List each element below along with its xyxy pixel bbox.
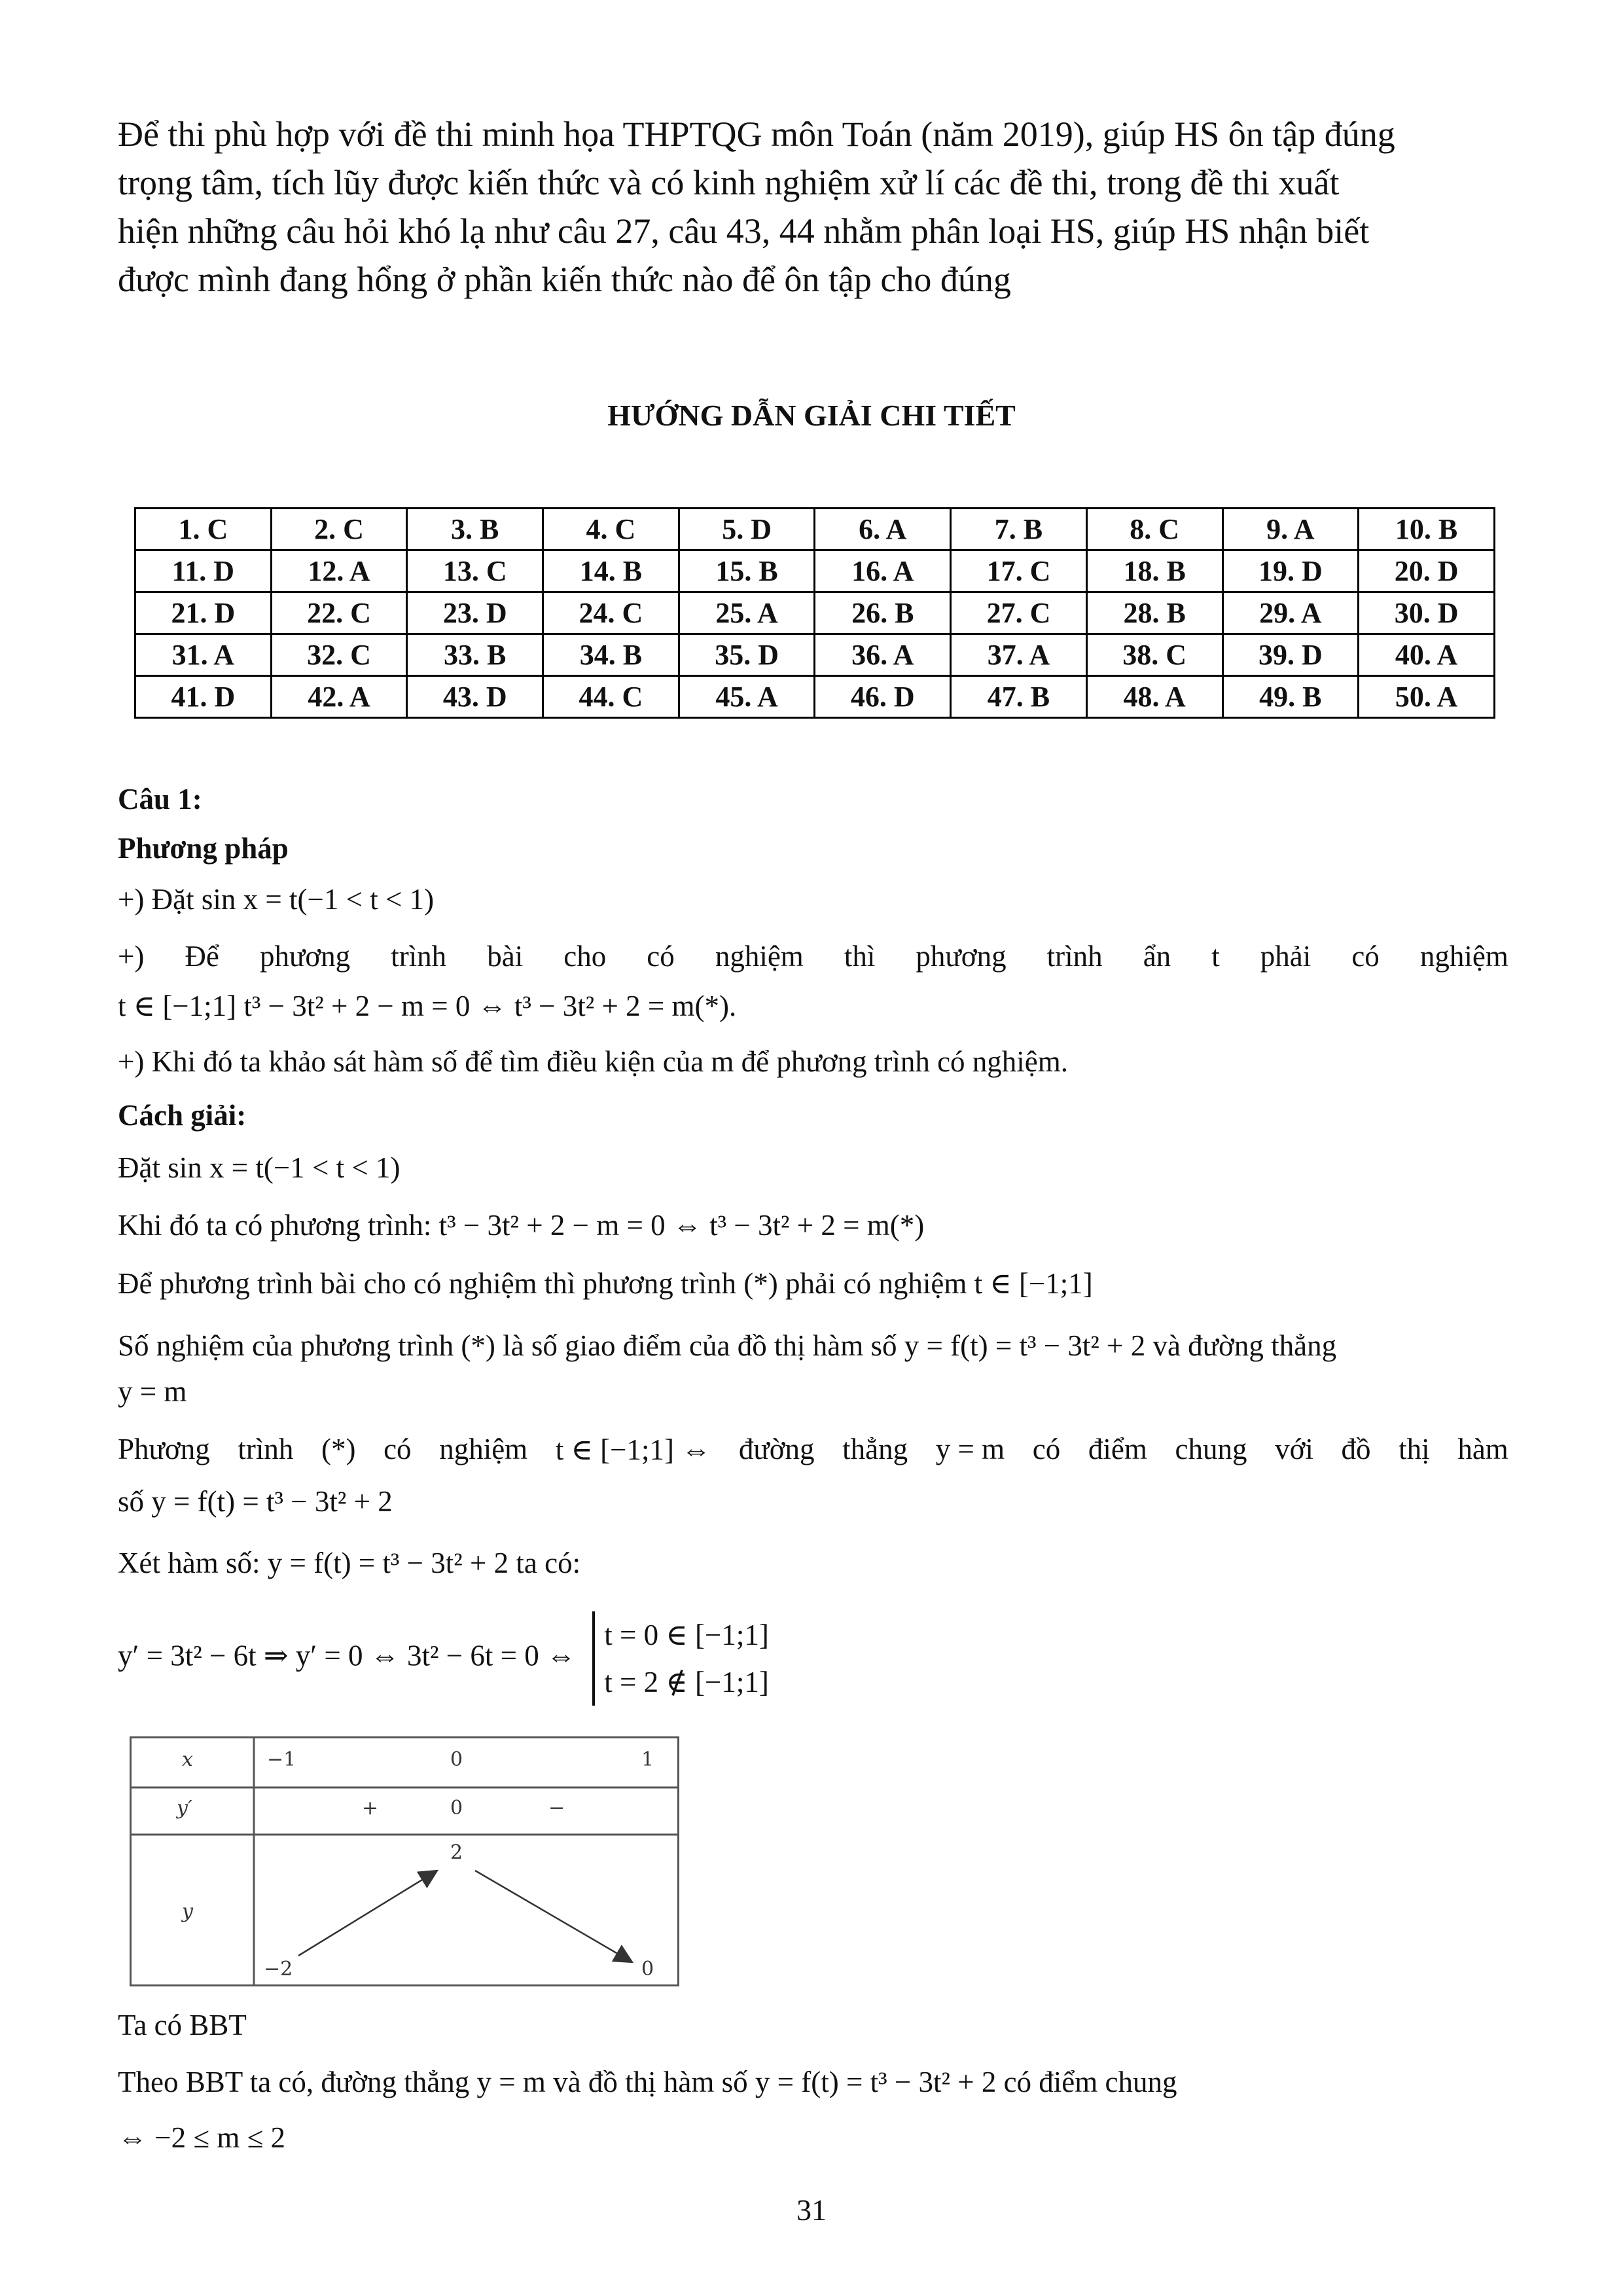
bbt-yprime-label: y′ [177,1797,192,1820]
word: (*) [321,1433,356,1465]
method-line-2 [118,939,1508,973]
case-2: t = 2 ∉ [−1;1] [604,1666,769,1698]
answer-row [135,592,1495,634]
answer-cell: 2. C [271,509,407,550]
method-title: Phương pháp [118,832,289,865]
answer-cell: 33. B [407,634,543,676]
bbt-yprime-sign: − [548,1797,565,1820]
word: ẩn [1143,940,1171,973]
solution-line-4b: y = m [118,1375,187,1408]
answer-cell: 8. C [1086,509,1222,550]
answer-key-table [134,507,1495,719]
word: t [1211,940,1220,973]
answer-cell: 23. D [407,592,543,634]
solution-line-9: Theo BBT ta có, đường thẳng y = m và đồ thị hàm số y = f(t) = t³ − 3t² + 2 có điểm chung [118,2066,1177,2098]
word: nghiệm [715,940,804,973]
answer-cell: 31. A [135,634,272,676]
case-1: t = 0 ∈ [−1;1] [604,1619,769,1651]
bbt-x-label: x [182,1748,193,1771]
solution-title: Cách giải: [118,1099,247,1132]
intro-line: được mình đang hổng ở phần kiến thức nào để ôn tập cho đúng [118,260,1011,299]
answer-cell: 32. C [271,634,407,676]
answer-cell: 46. D [815,676,951,718]
word: phương [259,940,351,973]
solution-line-1: Đặt sin x = t(−1 < t < 1) [118,1151,401,1184]
answer-cell: 11. D [135,550,272,592]
solution-line-6: Xét hàm số: y = f(t) = t³ − 3t² + 2 ta có: [118,1547,581,1579]
answer-cell: 15. B [679,550,815,592]
word: t ∈ [−1;1] ⇔ [555,1433,711,1466]
answer-cell: 41. D [135,676,272,718]
variation-table-lines [130,1736,679,1986]
answer-cell: 44. C [543,676,679,718]
answer-cell: 37. A [951,634,1087,676]
bbt-yprime-sign: + [362,1797,379,1820]
answer-cell: 4. C [543,509,679,550]
word: trình [391,940,447,973]
answer-cell: 19. D [1222,550,1359,592]
word: bài [487,940,524,973]
answer-cell: 45. A [679,676,815,718]
answer-cell: 34. B [543,634,679,676]
word: chung [1175,1433,1247,1465]
word: đồ [1341,1433,1371,1465]
answer-cell: 38. C [1086,634,1222,676]
answer-cell: 5. D [679,509,815,550]
answer-cell: 20. D [1359,550,1495,592]
answer-cell: 50. A [1359,676,1495,718]
answer-cell: 18. B [1086,550,1222,592]
answer-cell: 49. B [1222,676,1359,718]
answer-cell: 14. B [543,550,679,592]
word: thị [1399,1433,1430,1465]
bbt-y-value: 2 [450,1841,463,1864]
answer-row [135,634,1495,676]
solution-line-8: Ta có BBT [118,2009,247,2041]
word: điểm [1088,1433,1147,1465]
method-line-3: +) Khi đó ta khảo sát hàm số để tìm điều kiện của m để phương trình có nghiệm. [118,1045,1069,1078]
section-heading: HƯỚNG DẪN GIẢI CHI TIẾT [607,399,1016,432]
answer-cell: 7. B [951,509,1087,550]
word: có [383,1433,412,1465]
answer-cell: 25. A [679,592,815,634]
answer-cell: 10. B [1359,509,1495,550]
bbt-x-value: −1 [267,1748,296,1771]
case-bracket [592,1611,769,1706]
answer-cell: 42. A [271,676,407,718]
answer-cell: 16. A [815,550,951,592]
page-number: 31 [796,2193,827,2227]
answer-cell: 30. D [1359,592,1495,634]
solution-line-3: Để phương trình bài cho có nghiệm thì phương trình (*) phải có nghiệm t ∈ [−1;1] [118,1267,1093,1300]
answer-cell: 26. B [815,592,951,634]
answer-cell: 39. D [1222,634,1359,676]
solution-line-5 [118,1432,1508,1467]
bbt-x-value: 1 [641,1748,654,1771]
answer-row [135,509,1495,550]
word: Phương [118,1433,210,1465]
answer-cell: 12. A [271,550,407,592]
word: trình [238,1433,294,1465]
word: đường [738,1433,815,1465]
answer-cell: 6. A [815,509,951,550]
intro-line: hiện những câu hỏi khó lạ như câu 27, câu 43, 44 nhằm phân loại HS, giúp HS nhận biết [118,211,1370,251]
answer-row [135,676,1495,718]
answer-cell: 43. D [407,676,543,718]
answer-cell: 28. B [1086,592,1222,634]
answer-cell: 13. C [407,550,543,592]
word: phải [1260,940,1311,973]
word: có [1032,1433,1061,1465]
word: nghiệm [439,1433,528,1465]
answer-cell: 24. C [543,592,679,634]
variation-table [130,1736,679,1986]
bbt-y-value: −2 [264,1958,293,1981]
word: với [1275,1433,1313,1465]
answer-cell: 29. A [1222,592,1359,634]
answer-cell: 17. C [951,550,1087,592]
bbt-x-value: 0 [450,1748,463,1771]
intro-line: trọng tâm, tích lũy được kiến thức và có kinh nghiệm xử lí các đề thi, trong đề thi xuất [118,163,1340,202]
intro-line: Để thi phù hợp với đề thi minh họa THPTQG môn Toán (năm 2019), giúp HS ôn tập đúng [118,115,1395,154]
bbt-yprime-sign: 0 [450,1797,463,1820]
solution-line-10: ⇔ −2 ≤ m ≤ 2 [118,2121,286,2154]
answer-cell: 36. A [815,634,951,676]
derivative-equation: y′ = 3t² − 6t ⇒ y′ = 0 ⇔ 3t² − 6t = 0 ⇔ [118,1639,577,1672]
word: hàm [1457,1433,1508,1465]
word: thẳng [842,1433,908,1465]
answer-cell: 1. C [135,509,272,550]
answer-cell: 47. B [951,676,1087,718]
answer-row [135,550,1495,592]
decreasing-arrow [475,1871,632,1962]
word: phương [916,940,1007,973]
answer-cell: 40. A [1359,634,1495,676]
word: y = m [935,1433,1005,1465]
word: trình [1046,940,1103,973]
solution-line-7 [118,1611,769,1706]
answer-cell: 21. D [135,592,272,634]
word: có [1351,940,1380,973]
answer-cell: 3. B [407,509,543,550]
bbt-y-label: y [182,1900,193,1923]
solution-line-5b: số y = f(t) = t³ − 3t² + 2 [118,1485,393,1518]
word: thì [844,940,876,973]
method-line-2b: t ∈ [−1;1] t³ − 3t² + 2 − m = 0 ⇔ t³ − 3t² + 2 = m(*). [118,990,737,1022]
word: +) [118,940,145,973]
solution-line-4: Số nghiệm của phương trình (*) là số giao điểm của đồ thị hàm số y = f(t) = t³ − 3t² + 2 và đường thẳng [118,1329,1337,1362]
answer-cell: 27. C [951,592,1087,634]
question-title: Câu 1: [118,783,202,816]
method-line-1: +) Đặt sin x = t(−1 < t < 1) [118,883,435,916]
solution-line-2: Khi đó ta có phương trình: t³ − 3t² + 2 − m = 0 ⇔ t³ − 3t² + 2 = m(*) [118,1209,925,1242]
answer-cell: 22. C [271,592,407,634]
increasing-arrow [298,1871,437,1956]
bbt-y-value: 0 [641,1958,654,1981]
answer-cell: 9. A [1222,509,1359,550]
answer-cell: 35. D [679,634,815,676]
answer-cell: 48. A [1086,676,1222,718]
word: cho [563,940,607,973]
word: Để [185,940,219,973]
word: có [647,940,675,973]
intro-paragraph [118,110,1518,304]
word: nghiệm [1419,940,1508,973]
